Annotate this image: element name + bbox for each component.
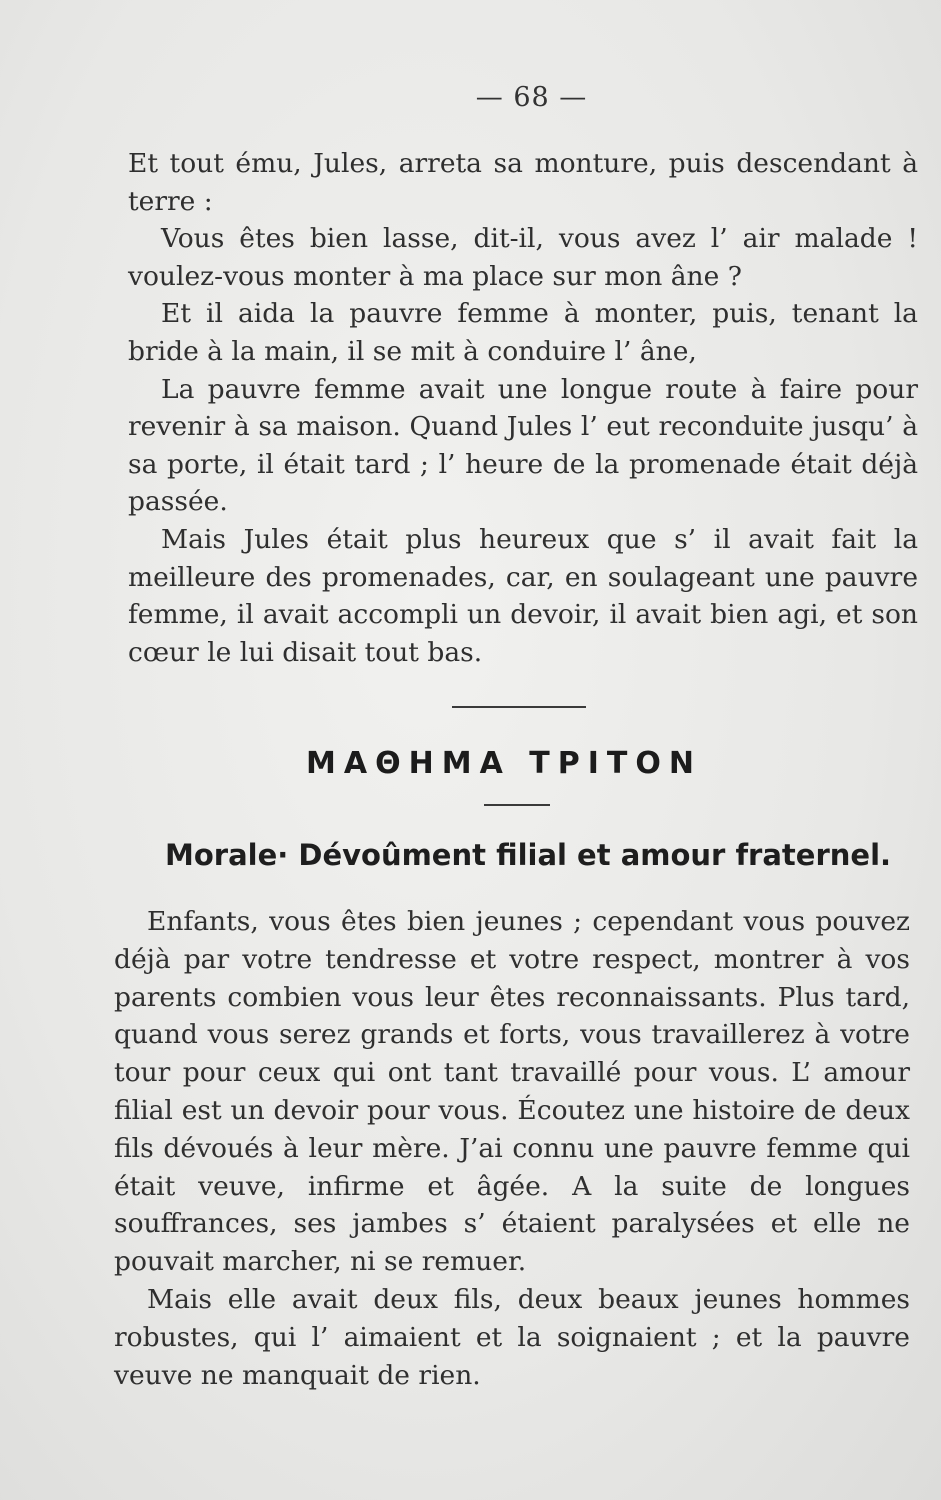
story-conclusion (128, 145, 918, 671)
lesson-heading: ΜΑΘΗΜΑ ΤΡΙΤΟΝ (306, 746, 702, 781)
section-divider (452, 706, 586, 708)
paragraph: Et tout ému, Jules, arreta sa monture, puis descendant à terre : (128, 148, 918, 217)
paragraph: Vous êtes bien lasse, dit-il, vous avez l’ air malade ! voulez-vous monter à ma place sur mon âne ? (128, 223, 918, 292)
paragraph: Enfants, vous êtes bien jeunes ; cependant vous pouvez déjà par votre tendresse et votre respect, montrer à vos parents combien vous leur êtes reconnaissants. Plus tard, quand vous serez grands et forts, vous travaillerez à votre tour pour ceux qui ont tant travaillé pour vous. L’ amour filial est un devoir pour vous. Écoutez une histoire de deux fils dévoués à leur mère. J’ai connu une pauvre femme qui était veuve, infirme et âgée. A la suite de longues souffrances, ses jambes s’ étaient paralysées et elle ne pouvait marcher, ni se remuer. (114, 906, 910, 1278)
heading-underline (484, 804, 550, 806)
paragraph: Mais elle avait deux fils, deux beaux jeunes hommes robustes, qui l’ aimaient et la soignaient ; et la pauvre veuve ne manquait de rien. (114, 1283, 910, 1391)
paragraph: Mais Jules était plus heureux que s’ il avait fait la meilleure des promenades, car, en soulageant une pauvre femme, il avait accompli un devoir, il avait bien agi, et son cœur le lui disait tout bas. (128, 523, 918, 668)
page-number: — 68 — (475, 82, 588, 113)
paragraph: La pauvre femme avait une longue route à faire pour revenir à sa maison. Quand Jules l’ eut reconduite jusqu’ à sa porte, il était tard ; l’ heure de la promenade était déjà passée. (128, 373, 918, 518)
lesson-subtitle: Morale· Dévoûment filial et amour fraternel. (165, 838, 892, 872)
lesson-text (114, 903, 910, 1394)
paragraph: Et il aida la pauvre femme à monter, puis, tenant la bride à la main, il se mit à conduire l’ âne, (128, 298, 918, 367)
